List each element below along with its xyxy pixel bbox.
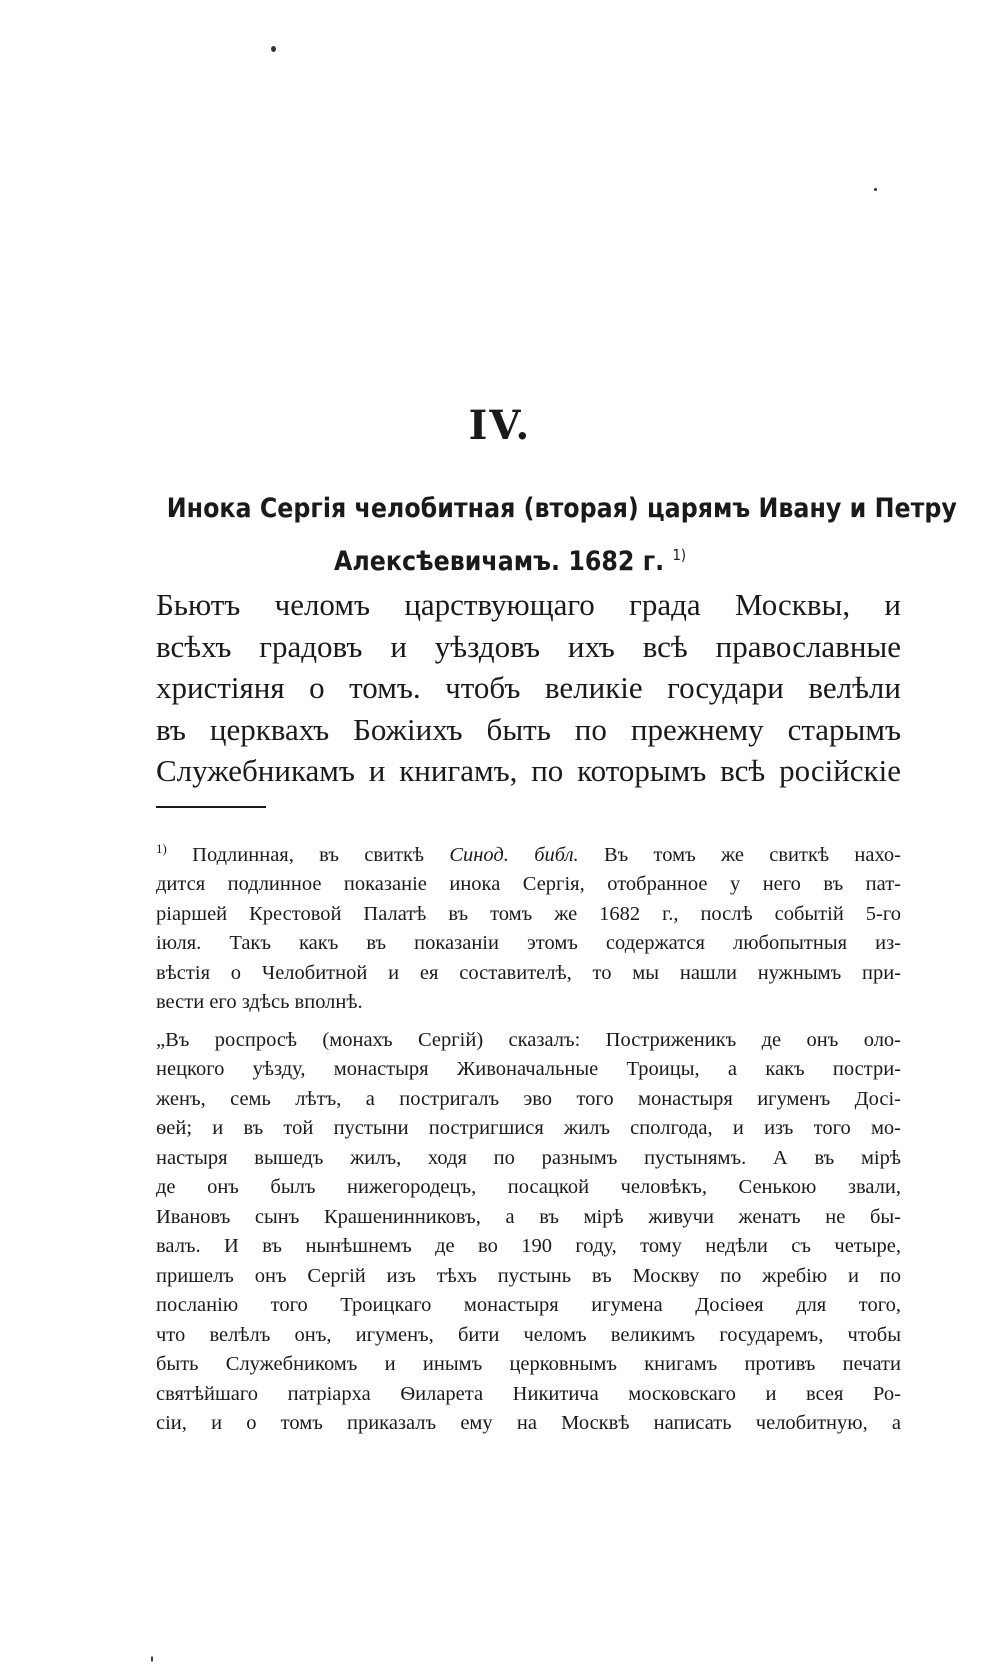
- title-line-1: Инока Сергія челобитная (вторая) царямъ Ивану и Петру: [166, 493, 957, 524]
- quote-line: ѳей; и въ той пустыни постригшися жилъ сполгода, и изъ того мо-: [156, 1117, 901, 1140]
- footnote-line: ріаршей Крестовой Палатѣ въ томъ же 1682 г., послѣ событій 5-го: [156, 902, 901, 925]
- main-text-line: всѣхъ градовъ и уѣздовъ ихъ всѣ православные: [156, 628, 901, 664]
- quote-line: пришелъ онъ Сергій изъ тѣхъ пустынь въ Москву по жребію и по: [156, 1264, 901, 1287]
- footnote-quote: [156, 1026, 901, 1439]
- quote-line: посланію того Троицкаго монастыря игумена Досіѳея для того,: [156, 1294, 901, 1317]
- footnote-line: вести его здѣсь вполнѣ.: [156, 991, 363, 1014]
- quote-line: святѣйшаго патріарха Ѳиларета Никитича московскаго и всея Ро-: [156, 1382, 901, 1405]
- main-text: [156, 584, 901, 792]
- main-text-line: христіяня о томъ. чтобъ великіе государи велѣли: [156, 670, 901, 705]
- quote-line: женъ, семь лѣтъ, а постригалъ эво того монастыря игуменъ Досі-: [156, 1087, 901, 1110]
- footnote-line: [156, 834, 901, 870]
- quote-line: нецкого уѣзду, монастыря Живоначальные Троицы, а какъ постри-: [156, 1058, 901, 1081]
- print-speck: [271, 46, 276, 52]
- quote-line: валъ. И въ нынѣшнемъ де во 190 году, тому недѣли съ четыре,: [156, 1235, 901, 1258]
- section-number: IV.: [468, 402, 532, 449]
- title-line-2-text: Алексѣевичамъ. 1682 г.: [334, 546, 665, 577]
- footnote-source: Синод. библ.: [449, 843, 579, 866]
- footnote-line: вѣстія о Челобитной и ея составителѣ, то мы нашли нужнымъ при-: [156, 961, 901, 984]
- quote-line: „Въ роспросѣ (монахъ Сергій) сказалъ: Постриженикъ де онъ оло-: [156, 1028, 901, 1051]
- print-speck: [151, 1656, 153, 1662]
- footnote-text: Подлинная, въ свиткѣ: [192, 843, 450, 866]
- footnote-line: іюля. Такъ какъ въ показаніи этомъ содержатся любопытныя из-: [156, 932, 901, 955]
- title-line-2: [167, 532, 853, 585]
- footnote-text: Въ томъ же свиткѣ нахо-: [578, 843, 901, 866]
- quote-line: сіи, и о томъ приказалъ ему на Москвѣ написать челобитную, а: [156, 1412, 901, 1435]
- quote-line: что велѣлъ онъ, игуменъ, бити челомъ великимъ государемъ, чтобы: [156, 1323, 901, 1346]
- footnote-1: [156, 834, 901, 1018]
- footnote-divider: [156, 806, 266, 808]
- document-title: [166, 486, 957, 585]
- main-text-line: Служебникамъ и книгамъ, по которымъ всѣ російскіе: [156, 753, 901, 788]
- main-text-line: Бьютъ челомъ царствующаго града Москвы, и: [156, 587, 901, 622]
- quote-line: де онъ былъ нижегородецъ, посацкой человѣкъ, Сенькою звали,: [156, 1176, 901, 1199]
- footnote-marker: 1): [156, 841, 167, 856]
- print-speck: [874, 188, 877, 191]
- footnote-line: дится подлинное показаніе инока Сергія, отобранное у него въ пат-: [156, 873, 901, 896]
- title-footnote-ref: 1): [672, 546, 686, 564]
- quote-line: настыря вышедъ жилъ, ходя по разнымъ пустынямъ. А въ мірѣ: [156, 1146, 901, 1169]
- footnotes: [156, 834, 901, 1447]
- quote-line: быть Служебникомъ и инымъ церковнымъ книгамъ противъ печати: [156, 1353, 901, 1376]
- quote-line: Ивановъ сынъ Крашенинниковъ, а въ мірѣ живучи женатъ не бы-: [156, 1205, 901, 1228]
- main-text-line: въ церквахъ Божіихъ быть по прежнему старымъ: [156, 711, 901, 747]
